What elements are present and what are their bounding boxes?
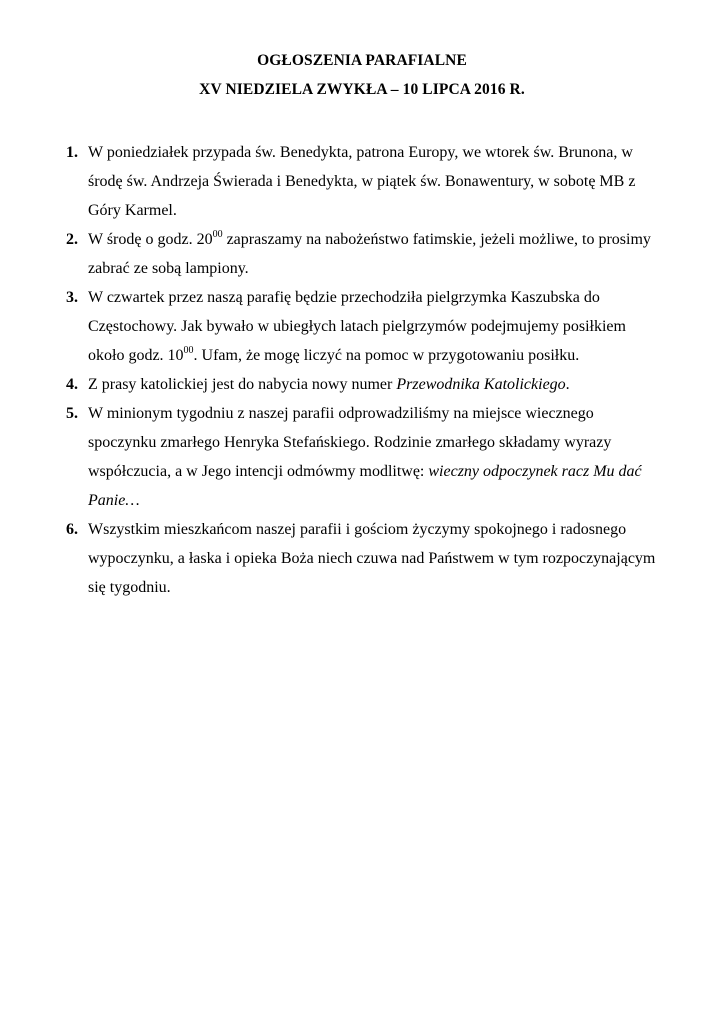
item-text: . Ufam, że mogę liczyć na pomoc w przygotowaniu posiłku. xyxy=(193,347,580,364)
item-number: 1. xyxy=(66,144,78,161)
item-line: W poniedziałek przypada św. Benedykta, patrona Europy, we wtorek św. Brunona, w xyxy=(88,144,633,161)
announcement-item-3 xyxy=(66,283,686,370)
item-line xyxy=(88,370,686,399)
page-subtitle: XV NIEDZIELA ZWYKŁA – 10 LIPCA 2016 R. xyxy=(199,81,525,98)
item-line: zabrać ze sobą lampiony. xyxy=(88,260,249,277)
item-line: spoczynku zmarłego Henryka Stefańskiego. Rodzinie zmarłego składamy wyrazy xyxy=(88,434,612,451)
announcement-item-2 xyxy=(66,225,686,283)
item-line: Wszystkim mieszkańcom naszej parafii i gościom życzymy spokojnego i radosnego xyxy=(88,521,627,538)
announcement-list xyxy=(66,138,686,602)
item-text: około godz. 10 xyxy=(88,347,184,364)
item-line: W minionym tygodniu z naszej parafii odprowadziliśmy na miejsce wiecznego xyxy=(88,405,594,422)
item-line: się tygodniu. xyxy=(88,579,171,596)
item-text: współczucia, a w Jego intencji odmówmy modlitwę: xyxy=(88,463,429,480)
announcement-item-1 xyxy=(66,138,686,225)
item-text: Z prasy katolickiej jest do nabycia nowy numer xyxy=(88,376,397,393)
item-number: 4. xyxy=(66,376,78,393)
announcement-item-6 xyxy=(66,515,686,602)
item-text: W środę o godz. 20 xyxy=(88,231,213,248)
item-text: zapraszamy na nabożeństwo fatimskie, jeżeli możliwe, to prosimy xyxy=(222,231,651,248)
item-line xyxy=(88,341,686,370)
time-superscript: 00 xyxy=(183,345,194,356)
item-number: 6. xyxy=(66,521,78,538)
item-line xyxy=(88,225,686,254)
magazine-title: Przewodnika Katolickiego xyxy=(396,376,566,393)
prayer-text: wieczny odpoczynek racz Mu dać xyxy=(428,463,642,480)
item-line: środę św. Andrzeja Świerada i Benedykta, w piątek św. Bonawentury, w sobotę MB z xyxy=(88,173,636,190)
item-text: . xyxy=(565,376,570,393)
announcement-item-4 xyxy=(66,370,686,399)
item-number: 3. xyxy=(66,289,78,306)
item-line: W czwartek przez naszą parafię będzie przechodziła pielgrzymka Kaszubska do xyxy=(88,289,600,306)
time-superscript: 00 xyxy=(212,229,223,240)
prayer-text: Panie… xyxy=(88,492,140,509)
item-line xyxy=(88,486,686,515)
item-number: 5. xyxy=(66,405,78,422)
page-title: OGŁOSZENIA PARAFIALNE xyxy=(257,52,467,69)
announcement-item-5 xyxy=(66,399,686,515)
item-line: Częstochowy. Jak bywało w ubiegłych latach pielgrzymów podejmujemy posiłkiem xyxy=(88,318,626,335)
item-line xyxy=(88,457,686,486)
item-line: wypoczynku, a łaska i opieka Boża niech czuwa nad Państwem w tym rozpoczynającym xyxy=(88,550,656,567)
item-number: 2. xyxy=(66,231,78,248)
item-line: Góry Karmel. xyxy=(88,202,177,219)
